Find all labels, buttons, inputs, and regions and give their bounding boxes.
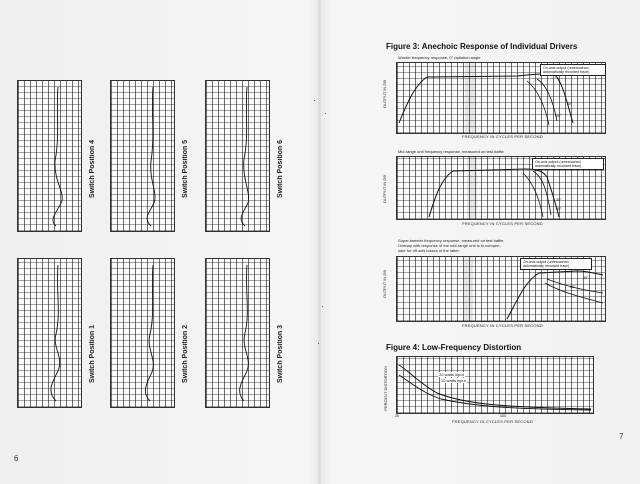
- panel-xlabel: FREQUENCY IN CYCLES PER SECOND: [462, 323, 543, 328]
- switch-position-3-chart: [205, 258, 270, 408]
- panel-caption-line: Overlap with response of the mid-range unit is to compen-: [398, 243, 501, 248]
- page-number-right: 7: [619, 432, 624, 441]
- panel-ylabel: OUTPUT IN DB: [382, 175, 387, 204]
- switch-position-5-chart: [110, 80, 175, 232]
- panel-caption-line: sate for off-axis losses of the latter.: [398, 248, 460, 253]
- legend-20-watts: 20 watts input: [439, 372, 464, 377]
- switch-position-label: Switch Position 4: [89, 140, 96, 198]
- on-axis-annotation: On-axis output (unretouched, automatically recorded trace): [520, 258, 592, 270]
- switch-position-label: Switch Position 3: [277, 325, 284, 383]
- scan-speck: [322, 306, 323, 307]
- switch-position-label: Switch Position 5: [182, 140, 189, 198]
- switch-position-label: Switch Position 2: [182, 325, 189, 383]
- figure-4-title: Figure 4: Low-Frequency Distortion: [386, 343, 522, 352]
- page-gutter: [318, 0, 321, 484]
- panel-xlabel: FREQUENCY IN CYCLES PER SECOND: [462, 134, 543, 139]
- panel-caption-line: Super-tweeter frequency response, measured on test baffle.: [398, 238, 505, 243]
- scan-speck: [325, 113, 326, 114]
- scan-speck: [314, 100, 315, 101]
- switch-position-4-chart: [17, 80, 82, 232]
- angle-label-60: 60°: [556, 114, 562, 118]
- figure-4-xlabel: FREQUENCY IN CYCLES PER SECOND: [452, 419, 533, 424]
- figure-3-title: Figure 3: Anechoic Response of Individual Drivers: [386, 42, 578, 51]
- legend-10-watts: 10 watts input: [441, 378, 466, 383]
- low-frequency-distortion-chart: [396, 356, 594, 414]
- angle-label-30: 30°: [567, 102, 573, 106]
- angle-label-60: 60°: [570, 285, 576, 289]
- angle-label-60: 60°: [556, 207, 562, 211]
- panel-ylabel: OUTPUT IN DB: [382, 270, 387, 299]
- panel-caption: Woofer frequency response, 0° radiation angle: [398, 55, 481, 60]
- angle-label-30: 30°: [556, 198, 562, 202]
- panel-ylabel: OUTPUT IN DB: [382, 80, 387, 109]
- switch-position-label: Switch Position 1: [89, 325, 96, 383]
- panel-xlabel: FREQUENCY IN CYCLES PER SECOND: [462, 221, 543, 226]
- figure-4-x-tick: 100: [500, 414, 506, 418]
- switch-position-1-chart: [17, 258, 82, 408]
- on-axis-annotation: On-axis output (unretouched, automatically recorded trace): [540, 64, 606, 76]
- figure-4-ylabel: PERCENT DISTORTION: [383, 366, 388, 411]
- angle-label-30: 30°: [583, 276, 589, 280]
- switch-position-2-chart: [110, 258, 175, 408]
- figure-4-x-tick: 20: [395, 414, 399, 418]
- page-number-left: 6: [14, 454, 19, 463]
- panel-caption: Mid-range unit frequency response, measured on test baffle: [398, 149, 504, 154]
- on-axis-annotation: On-axis output (unretouched, automatically recorded trace): [532, 158, 604, 170]
- scan-speck: [318, 343, 319, 344]
- switch-position-6-chart: [205, 80, 270, 232]
- switch-position-label: Switch Position 6: [277, 140, 284, 198]
